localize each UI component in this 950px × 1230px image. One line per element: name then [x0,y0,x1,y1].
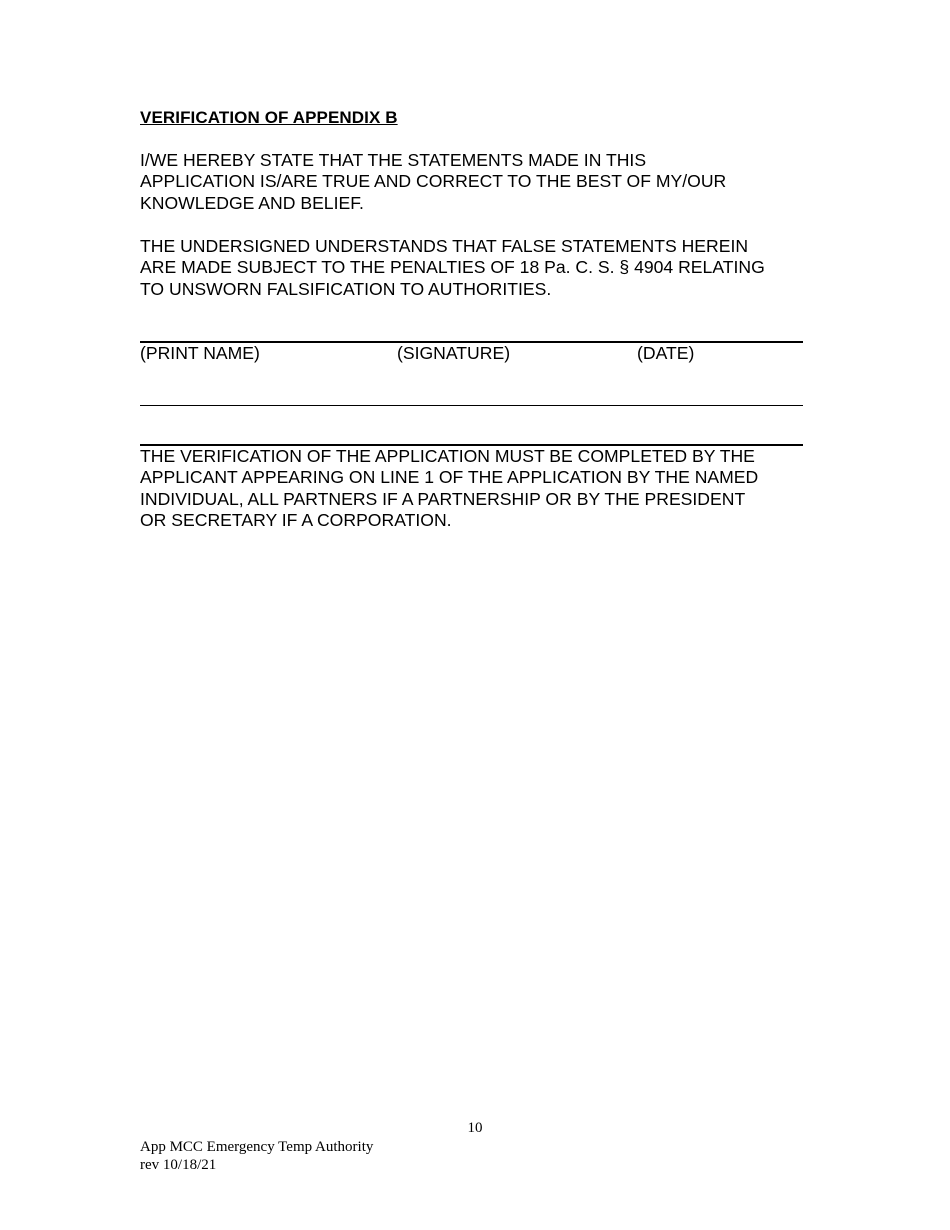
print-name-label: (PRINT NAME) [140,343,260,363]
section-heading: VERIFICATION OF APPENDIX B [140,108,398,127]
penalty-paragraph: THE UNDERSIGNED UNDERSTANDS THAT FALSE STATEMENTS HEREIN ARE MADE SUBJECT TO THE PENALTIES OF 18 Pa. C. S. § 4904 RELATING TO UNSWORN FALSIFICATION TO AUTHORITIES. [140,236,765,299]
date-label: (DATE) [637,343,695,363]
statement-paragraph: I/WE HEREBY STATE THAT THE STATEMENTS MADE IN THIS APPLICATION IS/ARE TRUE AND CORRECT TO THE BEST OF MY/OUR KNOWLEDGE AND BELIEF. [140,150,727,213]
divider-line [140,405,803,406]
verification-instructions: THE VERIFICATION OF THE APPLICATION MUST BE COMPLETED BY THE APPLICANT APPEARING ON LINE 1 OF THE APPLICATION BY THE NAMED INDIVIDUAL, ALL PARTNERS IF A PARTNERSHIP OR BY THE PRESIDENT OR SECRETARY IF A CORPORATION. [140,446,759,531]
page-number: 10 [467,1120,483,1136]
document-footer: App MCC Emergency Temp Authority rev 10/18/21 [140,1139,374,1173]
signature-label: (SIGNATURE) [397,343,511,363]
